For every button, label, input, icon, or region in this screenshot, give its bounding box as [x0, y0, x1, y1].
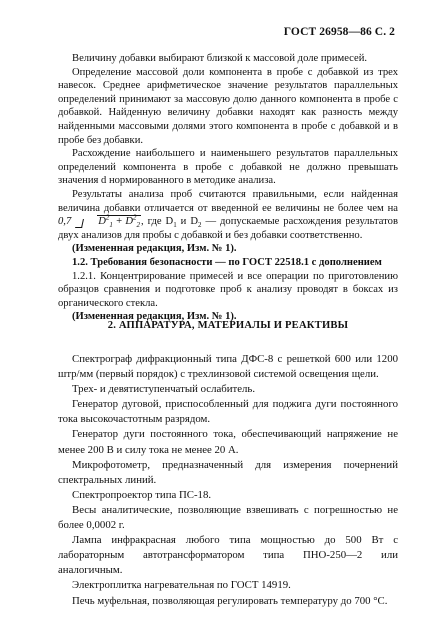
- equipment-ir-lamp: Лампа инфракрасная любого типа мощностью до 500 Вт с лабораторным автотрансформатором типа ПНО-250—2 или аналогичным.: [58, 534, 398, 577]
- equipment-arc-generator: Генератор дуговой, приспособленный для поджига дуги постоянного тока высокочастотным разрядом.: [58, 398, 398, 426]
- formula-plus: +: [115, 216, 123, 228]
- formula-d2-sub: 2: [136, 221, 141, 230]
- formula-tail-text: — допускаемые расхождения результатов двух анализов для пробы с добавкой и без добавки соответственно.: [58, 216, 398, 241]
- where-d1-sub: 1: [173, 221, 177, 230]
- equipment-hotplate: Электроплитка нагревательная по ГОСТ 14919.: [72, 579, 291, 592]
- equipment-attenuator: Трех- и девятиступенчатый ослабитель.: [72, 383, 256, 396]
- page-header: ГОСТ 26958—86 С. 2: [283, 26, 395, 38]
- formula-lead-text: Результаты анализа проб считаются правильными, если найденная величина добавки отличается от введенной ее величины не более чем на: [58, 188, 398, 214]
- paragraph-mass-fraction: Определение массовой доли компонента в пробе с добавкой из трех навесок. Среднее арифметическое значение результатов параллельных определений принимают за массовую долю данного компонента в пробе с добавкой. Найденную величину добавки находят как разность между найденными массовыми долями этого компонента в пробе с добавкой и в пробе без добавки.: [58, 66, 398, 146]
- sqrt-sign: [76, 215, 141, 229]
- equipment-muffle-furnace: Печь муфельная, позволяющая регулировать температуру до 700 °С.: [72, 594, 388, 607]
- formula-d2-power: 2: [133, 213, 137, 222]
- paragraph-results-formula: [58, 188, 398, 242]
- where-d2-sub: 2: [197, 221, 202, 230]
- equipment-dc-generator: Генератор дуги постоянного тока, обеспечивающий напряжение не менее 200 В и силу тока не менее 20 А.: [58, 428, 398, 456]
- formula-coefficient: 0,7: [58, 216, 72, 228]
- paragraph-additive-choice: Величину добавки выбирают близкой к массовой доле примесей.: [72, 53, 368, 64]
- formula-and-text: и D: [176, 216, 198, 228]
- formula-d2: D: [125, 216, 134, 228]
- formula-d1-power: 2: [105, 213, 110, 222]
- paragraph-concentration: 1.2.1. Концентрирование примесей и все операции по приготовлению образцов сравнения и подготовке проб к анализу проводят в боксах из органического стекла.: [58, 270, 398, 309]
- equipment-list: [58, 352, 398, 609]
- formula-d1: D: [98, 216, 106, 228]
- equipment-spectrograph: Спектрограф дифракционный типа ДФС-8 с решеткой 600 или 1200 штр/мм (первый порядок) с трехлинзовой системой освещения щели.: [58, 353, 398, 381]
- formula: [58, 213, 141, 230]
- amendment-note-2: (Измененная редакция, Изм. № 1).: [72, 311, 237, 323]
- equipment-scales: Весы аналитические, позволяющие взвешивать с погрешностью не более 0,0002 г.: [58, 503, 398, 532]
- amendment-note-1: (Измененная редакция, Изм. № 1).: [72, 243, 237, 255]
- equipment-spectroprojector: Спектропроектор типа ПС-18.: [72, 488, 212, 501]
- safety-requirements: 1.2. Требования безопасности — по ГОСТ 22518.1 с дополнением: [72, 256, 382, 268]
- paragraph-discrepancy: Расхождение наибольшего и наименьшего результатов параллельных определений компонента в пробе с добавкой не должно превышать значения d нормированного в методике анализа.: [58, 148, 398, 187]
- section-title: 2. АППАРАТУРА, МАТЕРИАЛЫ И РЕАКТИВЫ: [107, 320, 349, 331]
- formula-where-text: , где D: [141, 216, 174, 228]
- formula-d1-sub: 1: [109, 221, 113, 230]
- equipment-microphotometer: Микрофотометр, предназначенный для измерения почернений спектральных линий.: [58, 458, 398, 486]
- section-1-text: [58, 52, 398, 324]
- sqrt-radicand: [97, 213, 141, 230]
